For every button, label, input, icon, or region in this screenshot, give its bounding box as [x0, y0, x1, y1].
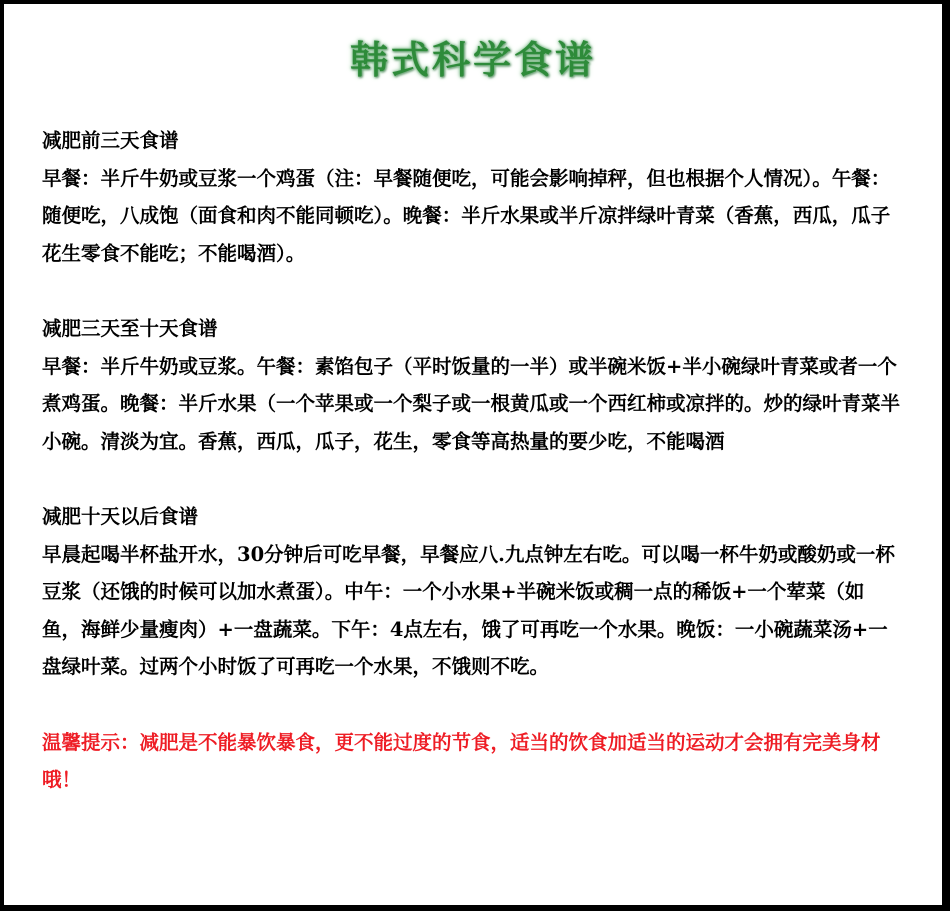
section-heading: 减肥前三天食谱 [42, 129, 179, 152]
section-body: 早餐：半斤牛奶或豆浆一个鸡蛋（注：早餐随便吃，可能会影响掉秤，但也根据个人情况）。午餐：随便吃，八成饱（面食和肉不能同顿吃）。晚餐：半斤水果或半斤凉拌绿叶青菜（香蕉，西瓜，瓜子花生零食不能吃；不能喝酒）。 [42, 166, 891, 265]
recipe-content [42, 122, 902, 799]
section-heading: 减肥三天至十天食谱 [42, 316, 218, 340]
warm-tip: 温馨提示：减肥是不能暴饮暴食，更不能过度的节食，适当的饮食加适当的运动才会拥有完美身材哦！ [42, 730, 881, 792]
section-day-three-to-ten [42, 310, 902, 460]
recipe-page [4, 4, 942, 905]
section-heading: 减肥十天以后食谱 [42, 504, 199, 528]
section-after-ten-days [42, 498, 902, 686]
section-body: 早餐：半斤牛奶或豆浆。午餐：素馅包子（平时饭量的一半）或半碗米饭+半小碗绿叶青菜或者一个煮鸡蛋。晚餐：半斤水果（一个苹果或一个梨子或一根黄瓜或一个西红柿或凉拌的。炒的绿叶青菜半小碗。清淡为宜。香蕉，西瓜，瓜子，花生，零食等高热量的要少吃，不能喝酒 [42, 354, 901, 453]
page-title: 韩式科学食谱 [349, 38, 596, 82]
section-body: 早晨起喝半杯盐开水，30分钟后可吃早餐，早餐应八.九点钟左右吃。可以喝一杯牛奶或酸奶或一杯豆浆（还饿的时候可以加水煮蛋）。中午：一个小水果+半碗米饭或稠一点的稀饭+一个荤菜（如鱼，海鲜少量瘦肉）+一盘蔬菜。下午：4点左右，饿了可再吃一个水果。晚饭：一小碗蔬菜汤+一盘绿叶菜。过两个小时饭了可再吃一个水果，不饿则不吃。 [42, 542, 895, 679]
section-first-three-days [42, 122, 902, 272]
